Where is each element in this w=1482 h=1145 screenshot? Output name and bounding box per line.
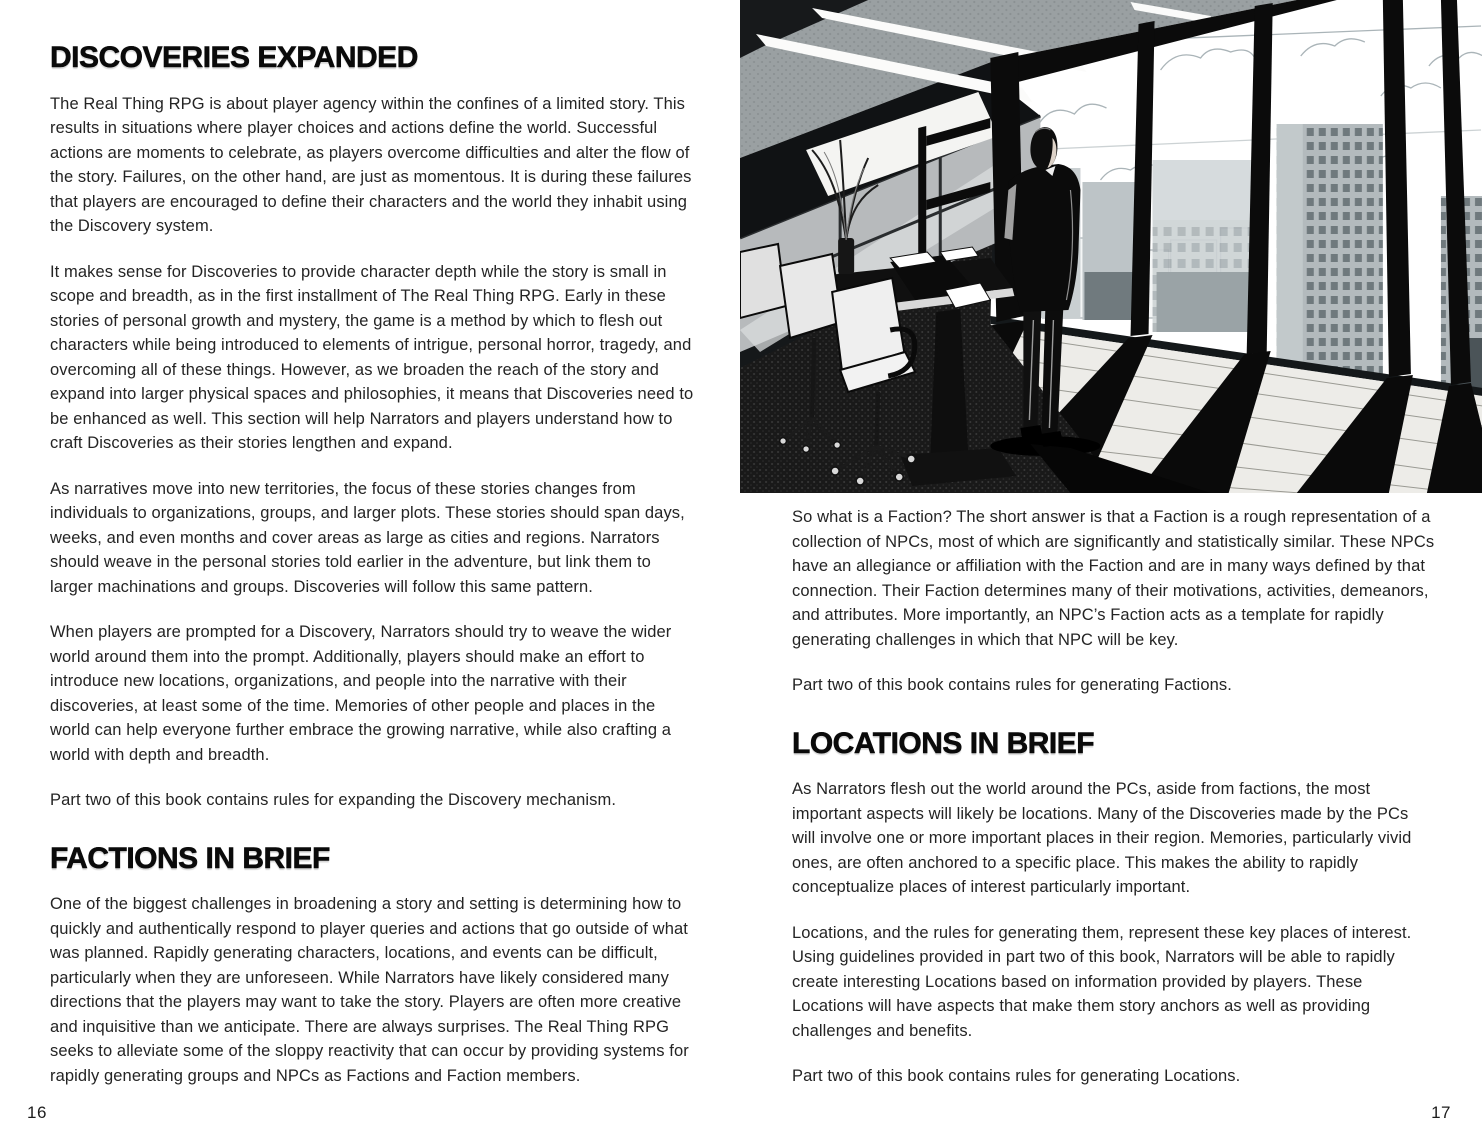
body-paragraph: Part two of this book contains rules for generating Factions. [792,676,1232,694]
page-17 [741,0,1482,1145]
section-heading-discoveries-expanded: DISCOVERIES EXPANDED [50,41,418,74]
body-paragraph: It makes sense for Discoveries to provide character depth while the story is small in scope and breadth, as in the first installment of The Real Thing RPG. Early in these stories of personal growth and mystery, the game is a method by which to flesh out characters while being introduced to elements of intrigue, personal horror, tragedy, and overcoming all of these things. However, as we broaden the reach of the story and expand into larger physical spaces and philosophies, it means that Discoveries need to be enhanced as well. This section will help Narrators and players understand how to craft Discoveries as their stories lengthen and expand. [50,262,694,452]
body-paragraph: When players are prompted for a Discovery, Narrators should try to weave the wider world around them into the prompt. Additionally, players should make an effort to introduce new locations, organizations, and people into the narrative with their discoveries, at least some of the time. Memories of other people and places in the world can help everyone further embrace the growing narrative, while also crafting a world with depth and breadth. [50,623,672,764]
body-paragraph: The Real Thing RPG is about player agency within the confines of a limited story. This results in situations where player choices and actions define the world. Successful actions are moments to celebrate, as players overcome difficulties and alter the flow of the story. Failures, on the other hand, are just as momentous. It is during these failures that players are encouraged to define their characters and the world they inhabit using the Discovery system. [50,94,692,235]
office-illustration [740,0,1482,493]
body-paragraph: Locations, and the rules for generating them, represent these key places of interest. Using guidelines provided in part two of this book, Narrators will be able to rapidly create interesting Locations based on information provided by players. These Locations will have aspects that make them story anchors as well as providing challenges and benefits. [792,923,1412,1040]
body-paragraph: Part two of this book contains rules for expanding the Discovery mechanism. [50,791,617,809]
left-text-column [50,42,695,1109]
page-number: 16 [27,1103,47,1122]
body-paragraph: As Narrators flesh out the world around the PCs, aside from factions, the most important aspects will likely be locations. Many of the Discoveries made by the PCs will involve one or more important places in their region. Memories, particularly vivid ones, are often anchored to a specific place. This makes the ability to rapidly conceptualize places of interest particularly important. [792,780,1412,896]
page-number: 17 [1431,1103,1451,1122]
section-heading-factions-in-brief: FACTIONS IN BRIEF [50,841,330,875]
section-heading-locations-in-brief: LOCATIONS IN BRIEF [792,726,1095,760]
body-paragraph: Part two of this book contains rules for generating Locations. [792,1067,1241,1085]
right-text-column [792,505,1436,1110]
body-paragraph: So what is a Faction? The short answer is that a Faction is a rough representation of a collection of NPCs, most of which are significantly and statistically similar. These NPCs have an allegiance or affiliation with the Faction and are in many ways defined by that connection. Their Faction determines many of their motivations, activities, demeanors, and attributes. More importantly, an NPC’s Faction acts as a template for rapidly generating challenges in which that NPC will be key. [792,508,1435,649]
body-paragraph: As narratives move into new territories, the focus of these stories changes from individuals to organizations, groups, and larger plots. These stories should span days, weeks, and even months and cover areas as large as cities and regions. Narrators should weave in the personal stories told earlier in the adventure, but link them to larger machinations and groups. Discoveries will follow this same pattern. [50,479,685,596]
office-illustration-svg [740,0,1482,493]
body-paragraph: One of the biggest challenges in broadening a story and setting is determining how to quickly and authentically respond to player queries and actions that go outside of what was planned. Rapidly generating characters, locations, and events can be difficult, particularly when they are unforeseen. While Narrators have likely considered many directions that the players may want to take the story. Players are often more creative and inquisitive than we anticipate. There are always surprises. The Real Thing RPG seeks to alleviate some of the sloppy reactivity that can occur by providing systems for rapidly generating groups and NPCs as Factions and Faction members. [50,895,689,1085]
